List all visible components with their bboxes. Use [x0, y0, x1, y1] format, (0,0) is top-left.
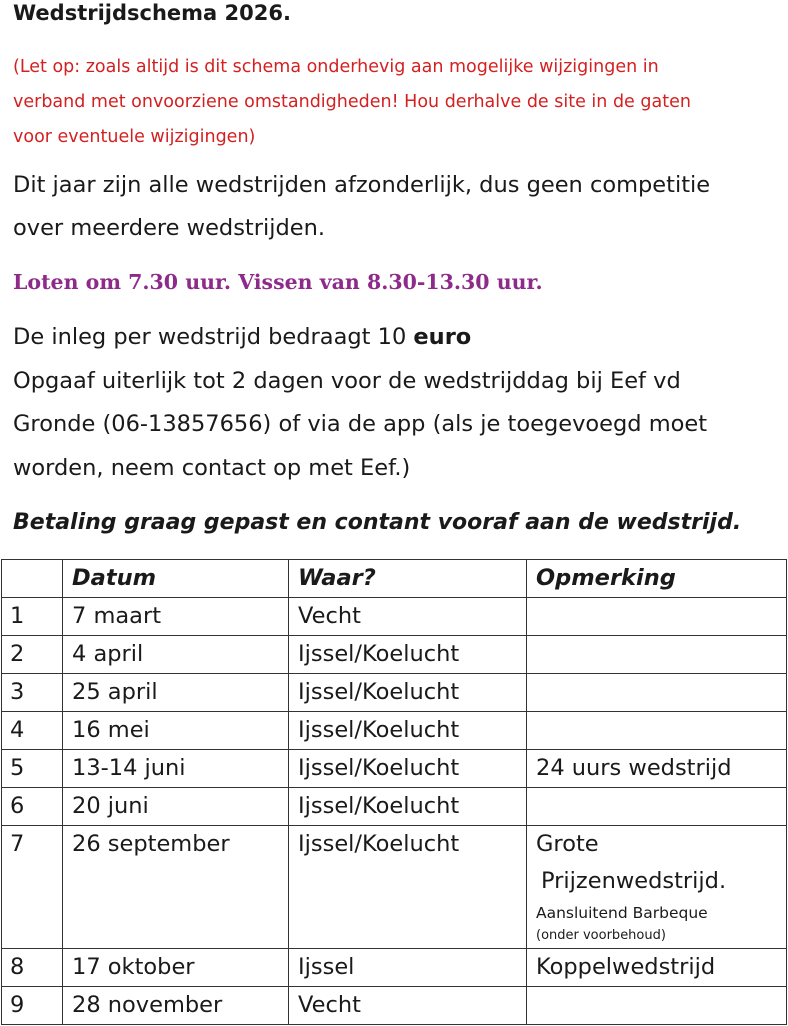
cell-where: Ijssel/Koelucht: [289, 788, 527, 826]
cell-remark: [527, 598, 787, 636]
info-line: Gronde (06-13857656) of via de app (als je toegevoegd moet: [13, 411, 708, 437]
cell-where: Vecht: [289, 987, 527, 1025]
remark-line: Prijzenwedstrijd.: [541, 868, 727, 894]
cell-nr: 1: [2, 598, 63, 636]
intro-line: Dit jaar zijn alle wedstrijden afzonderlijk, dus geen competitie: [13, 172, 711, 198]
remark-line: Grote: [536, 831, 599, 857]
header-where: Waar?: [289, 560, 527, 598]
cell-remark: [527, 788, 787, 826]
cell-remark: [527, 826, 787, 949]
cell-date: 13-14 juni: [63, 750, 289, 788]
table-row: [2, 598, 787, 636]
cell-where: Ijssel: [289, 949, 527, 987]
cell-date: 25 april: [63, 674, 289, 712]
cell-where: Ijssel/Koelucht: [289, 826, 527, 949]
cell-date: 7 maart: [63, 598, 289, 636]
cell-nr: 4: [2, 712, 63, 750]
intro-line: over meerdere wedstrijden.: [13, 215, 326, 241]
notice-line: (Let op: zoals altijd is dit schema onderhevig aan mogelijke wijzigingen in: [13, 57, 659, 77]
cell-remark: Koppelwedstrijd: [527, 949, 787, 987]
cell-remark: 24 uurs wedstrijd: [527, 750, 787, 788]
fee-line: [13, 316, 783, 360]
table-row: [2, 750, 787, 788]
cell-where: Vecht: [289, 598, 527, 636]
table-row: [2, 712, 787, 750]
cell-date: 4 april: [63, 636, 289, 674]
info-line: Opgaaf uiterlijk tot 2 dagen voor de wedstrijddag bij Eef vd: [13, 367, 681, 394]
header-remark: Opmerking: [527, 560, 787, 598]
cell-date: 17 oktober: [63, 949, 289, 987]
fee-currency: euro: [413, 324, 472, 350]
cell-remark: [527, 712, 787, 750]
table-header-row: [2, 560, 787, 598]
header-nr: [2, 560, 63, 598]
table-row: [2, 788, 787, 826]
registration-info: [13, 316, 783, 490]
table-row: [2, 636, 787, 674]
cell-date: 28 november: [63, 987, 289, 1025]
cell-nr: 5: [2, 750, 63, 788]
cell-where: Ijssel/Koelucht: [289, 674, 527, 712]
schedule-table: [1, 559, 787, 1025]
cell-nr: 8: [2, 949, 63, 987]
cell-date: 16 mei: [63, 712, 289, 750]
table-row: [2, 674, 787, 712]
cell-nr: 7: [2, 826, 63, 949]
table-row: [2, 949, 787, 987]
notice-line: voor eventuele wijzigingen): [13, 127, 256, 147]
cell-nr: 3: [2, 674, 63, 712]
payment-note: Betaling graag gepast en contant vooraf aan de wedstrijd.: [13, 510, 742, 535]
cell-remark: [527, 674, 787, 712]
cell-nr: 9: [2, 987, 63, 1025]
times-heading: Loten om 7.30 uur. Vissen van 8.30-13.30 uur.: [13, 270, 543, 294]
cell-where: Ijssel/Koelucht: [289, 636, 527, 674]
cell-date: 20 juni: [63, 788, 289, 826]
remark-subline: Aansluitend Barbeque: [536, 904, 708, 922]
cell-where: Ijssel/Koelucht: [289, 712, 527, 750]
info-line: worden, neem contact op met Eef.): [13, 454, 411, 481]
cell-nr: 6: [2, 788, 63, 826]
change-notice: [13, 50, 783, 155]
cell-remark: [527, 636, 787, 674]
table-row: [2, 826, 787, 949]
notice-line: verband met onvoorziene omstandigheden! Hou derhalve de site in de gaten: [13, 92, 691, 112]
cell-date: 26 september: [63, 826, 289, 949]
page-title: Wedstrijdschema 2026.: [13, 1, 291, 25]
intro-text: [13, 164, 783, 250]
header-date: Datum: [63, 560, 289, 598]
fee-text: De inleg per wedstrijd bedraagt 10: [13, 324, 414, 350]
cell-remark: [527, 987, 787, 1025]
table-row: [2, 987, 787, 1025]
remark-subline: (onder voorbehoud): [536, 928, 666, 943]
cell-nr: 2: [2, 636, 63, 674]
cell-where: Ijssel/Koelucht: [289, 750, 527, 788]
